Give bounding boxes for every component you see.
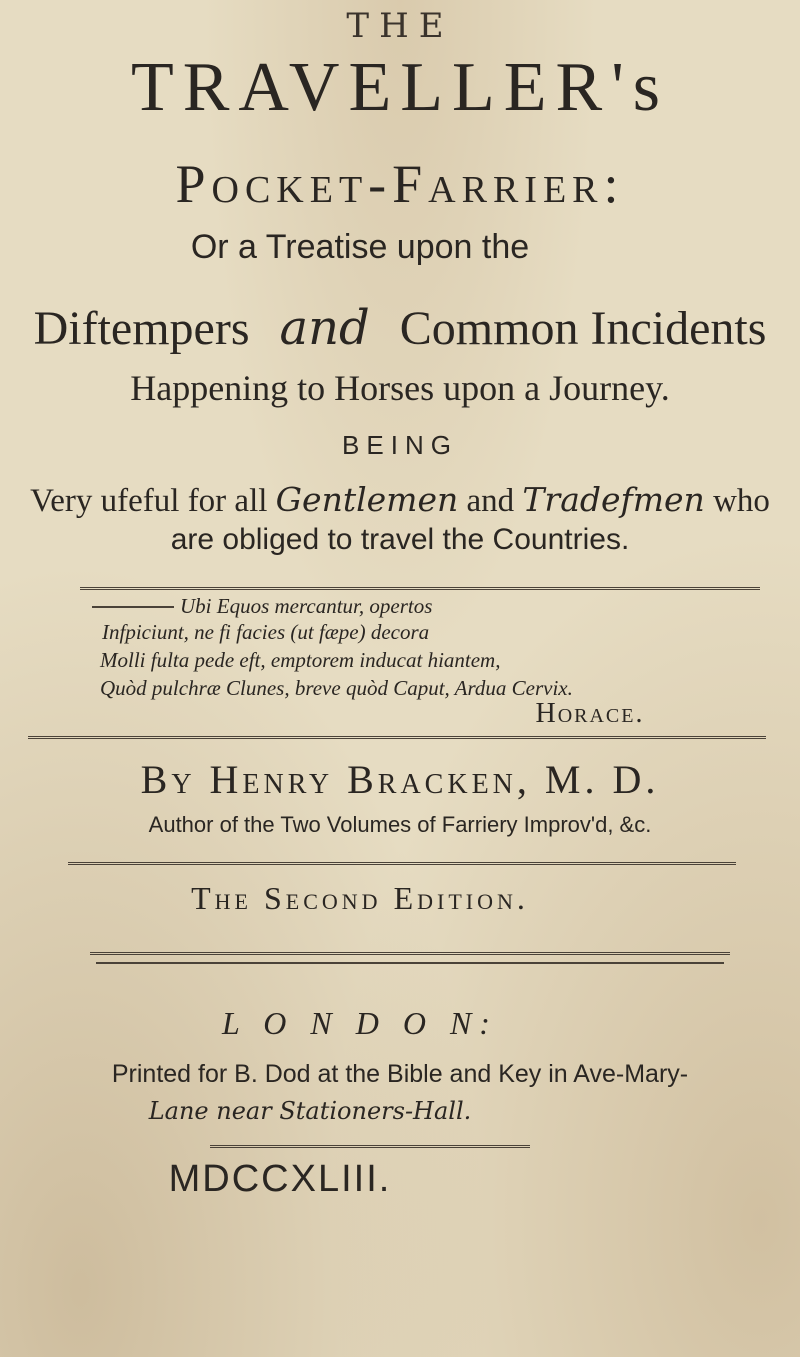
divider-6 bbox=[210, 1145, 530, 1148]
divider-4 bbox=[90, 952, 730, 955]
title-travellers: TRAVELLER's bbox=[130, 49, 670, 126]
title-pocket-farrier: Pocket-Farrier: bbox=[175, 154, 625, 214]
author-by-line: By Henry Bracken, M. D. bbox=[140, 757, 660, 802]
imprint-city: L O N D O N: bbox=[222, 1005, 498, 1041]
subtitle-very-useful: Very ufeful for all Gentlemen and Tradefmen who bbox=[30, 480, 770, 519]
subtitle-obliged: are obliged to travel the Countries. bbox=[170, 523, 630, 556]
title-the: THE bbox=[346, 6, 454, 46]
imprint-lane: Lane near Stationers-Hall. bbox=[148, 1097, 472, 1125]
edition: The Second Edition. bbox=[191, 880, 529, 916]
imprint-year: MDCCXLIII. bbox=[168, 1158, 392, 1200]
divider-2 bbox=[28, 736, 766, 739]
epigraph-line-4: Quòd pulchræ Clunes, breve quòd Caput, Ardua Cervix. bbox=[100, 676, 573, 700]
epigraph-line-2: Infpiciunt, ne fi facies (ut fæpe) decora bbox=[102, 620, 430, 644]
subtitle-distempers: Diftempers and Common Incidents bbox=[33, 300, 767, 356]
subtitle-being: BEING bbox=[342, 430, 458, 460]
epigraph-line-3: Molli fulta pede eft, emptorem inducat hiantem, bbox=[100, 648, 501, 672]
epigraph-line-1: Ubi Equos mercantur, opertos bbox=[180, 594, 433, 618]
divider-3 bbox=[68, 862, 736, 865]
subtitle-happening: Happening to Horses upon a Journey. bbox=[130, 368, 670, 408]
divider-1 bbox=[80, 587, 760, 590]
subtitle-treatise: Or a Treatise upon the bbox=[190, 228, 530, 266]
imprint-printed-for: Printed for B. Dod at the Bible and Key in Ave-Mary- bbox=[111, 1060, 689, 1088]
author-credit: Author of the Two Volumes of Farriery Improv'd, &c. bbox=[148, 812, 652, 837]
epigraph-attribution: Horace. bbox=[535, 698, 645, 729]
epigraph-dash bbox=[92, 606, 174, 608]
divider-5 bbox=[96, 962, 724, 964]
